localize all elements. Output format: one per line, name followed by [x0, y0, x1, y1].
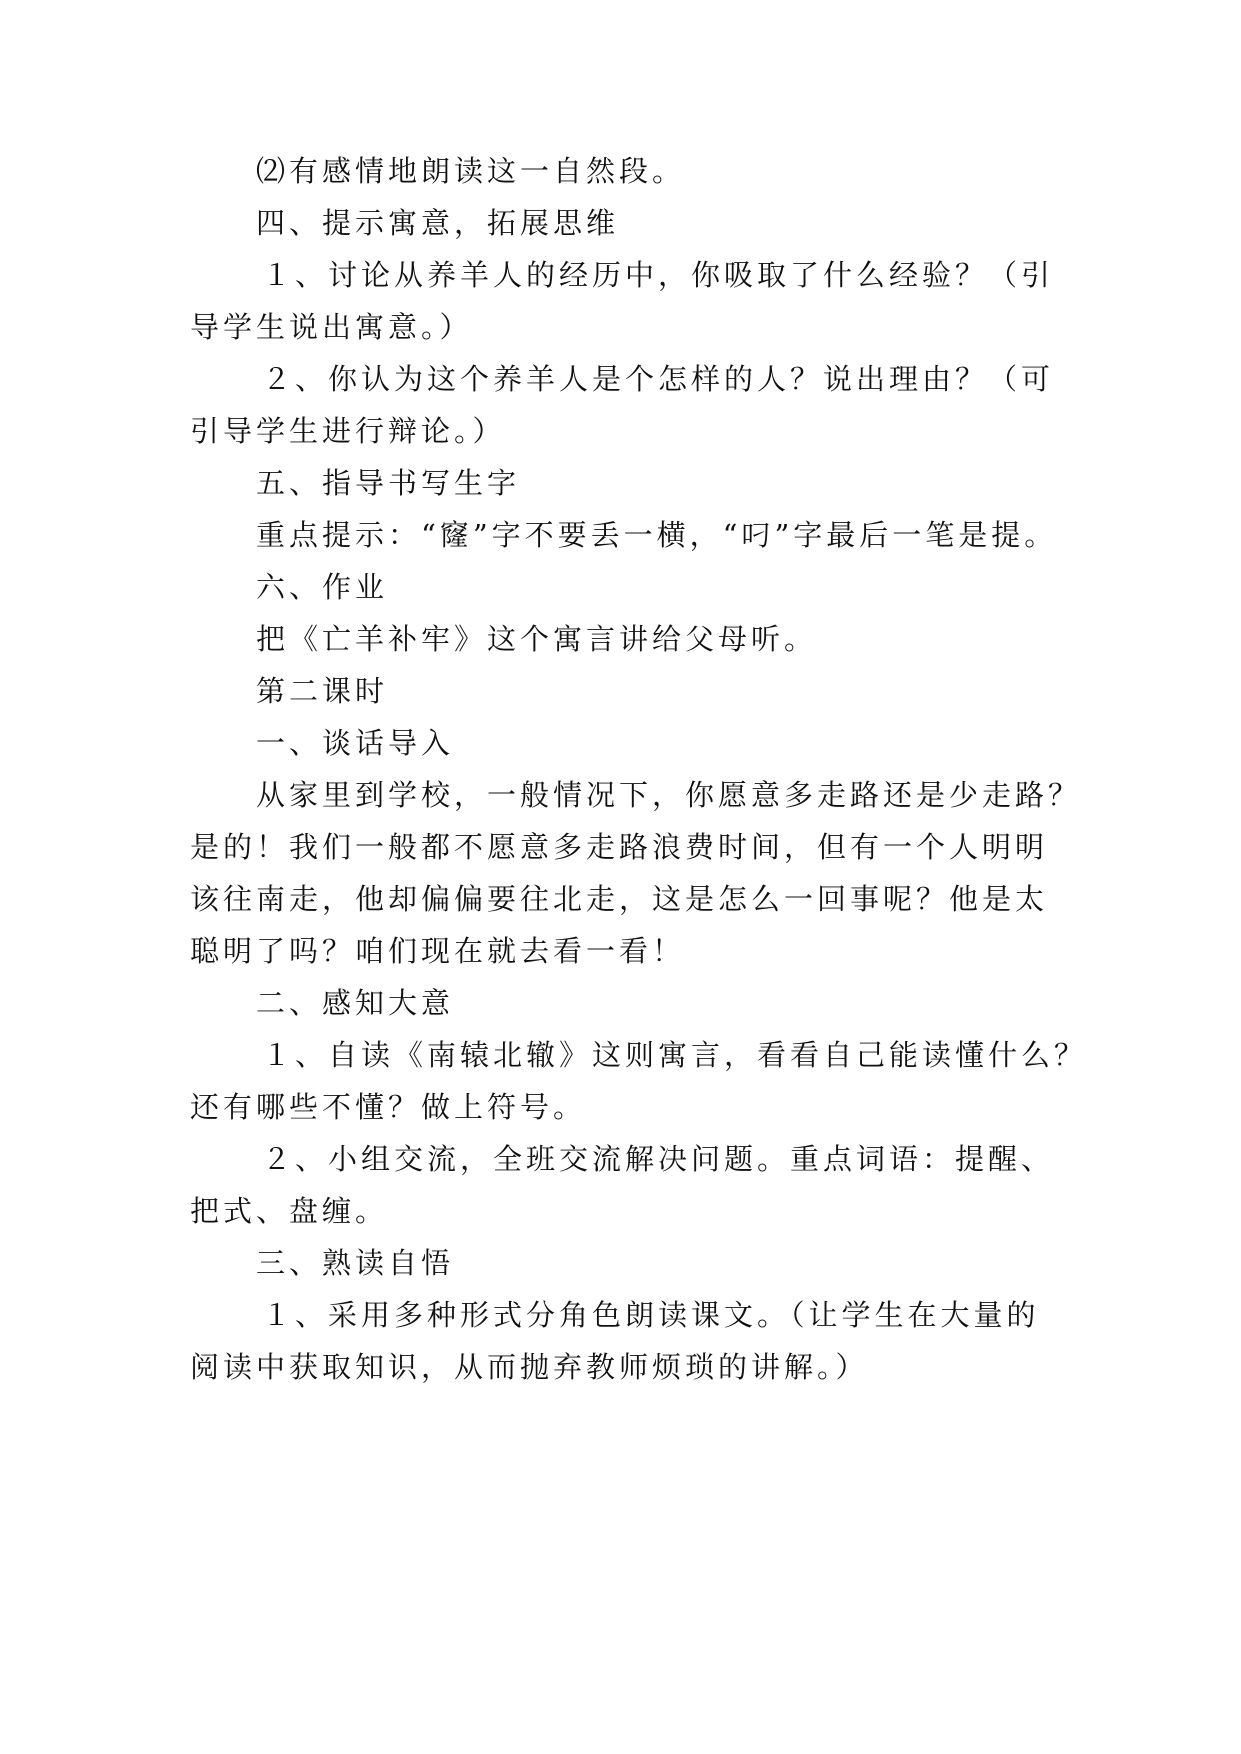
paragraph-line: 导学生说出寓意。）	[190, 310, 473, 344]
paragraph-line: 阅读中获取知识，从而抛弃教师烦琐的讲解。）	[190, 1350, 869, 1384]
paragraph-line: １、采用多种形式分角色朗读课文。（让学生在大量的	[262, 1298, 1040, 1332]
paragraph-line: 还有哪些不懂？做上符号。	[190, 1090, 587, 1124]
paragraph-line: 重点提示：“窿”字不要丢一横，“叼”字最后一笔是提。	[256, 518, 1058, 552]
paragraph-line: ２、小组交流，全班交流解决问题。重点词语：提醒、	[262, 1142, 1055, 1176]
paragraph-line: 该往南走，他却偏偏要往北走，这是怎么一回事呢？他是太	[190, 882, 1049, 916]
paragraph-line: 引导学生进行辩论。）	[190, 414, 506, 448]
paragraph-line: 从家里到学校，一般情况下，你愿意多走路还是少走路？	[256, 778, 1082, 812]
paragraph-line: １、自读《南辕北辙》这则寓言，看看自己能读懂什么？	[262, 1038, 1088, 1072]
section-heading: 三、熟读自悟	[256, 1246, 455, 1280]
paragraph-line: 把式、盘缠。	[190, 1194, 389, 1228]
lesson-heading: 第二课时	[256, 674, 389, 708]
paragraph-line: ⑵有感情地朗读这一自然段。	[256, 154, 686, 188]
section-heading: 一、谈话导入	[256, 726, 455, 760]
section-heading: 五、指导书写生字	[256, 466, 521, 500]
section-heading: 二、感知大意	[256, 986, 455, 1020]
section-heading: 六、作业	[256, 570, 389, 604]
section-heading: 四、提示寓意，拓展思维	[256, 206, 620, 240]
paragraph-line: 是的！我们一般都不愿意多走路浪费时间，但有一个人明明	[190, 830, 1049, 864]
paragraph-line: 把《亡羊补牢》这个寓言讲给父母听。	[256, 622, 818, 656]
paragraph-line: １、讨论从养羊人的经历中，你吸取了什么经验？（引	[262, 258, 1055, 292]
paragraph-line: 聪明了吗？咱们现在就去看一看！	[190, 934, 686, 968]
paragraph-line: ２、你认为这个养羊人是个怎样的人？说出理由？（可	[262, 362, 1055, 396]
